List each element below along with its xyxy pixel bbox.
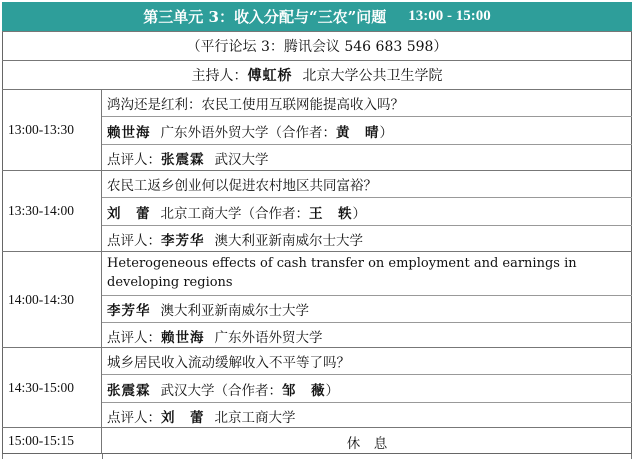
presenter-name: 刘 蕾: [107, 205, 151, 222]
host-name: 傅虹桥: [247, 68, 293, 84]
discussant-affiliation: 北京工商大学: [214, 409, 296, 426]
paper-title: [102, 171, 632, 197]
discussant-label: 点评人：: [107, 329, 161, 346]
continuation-rule: [2, 454, 3, 459]
discussant-affiliation: 澳大利亚新南威尔士大学: [214, 233, 363, 249]
paper-title-text: 农民工返乡创业何以促进农村地区共同富裕？: [107, 178, 377, 194]
paper-title: [102, 252, 632, 295]
presenter-affiliation: 广东外语外贸大学（合作者：: [160, 124, 336, 141]
discussant-line: [102, 144, 632, 171]
presenter-affiliation: 北京工商大学（合作者：: [160, 205, 309, 222]
discussant-line: [102, 402, 632, 428]
session-3: [2, 251, 632, 347]
session-4: [2, 347, 632, 427]
continuation-rule: [102, 454, 103, 459]
discussant-label: 点评人：: [107, 409, 161, 426]
discussant-affiliation: 广东外语外贸大学: [214, 329, 323, 346]
discussant-name: 刘 蕾: [161, 409, 205, 426]
coauthor-name: 黄 晴: [336, 124, 380, 141]
host-affiliation: 北京大学公共卫生学院: [302, 68, 443, 84]
break-time: 15:00-15:15: [2, 428, 102, 454]
presenter-affiliation: 澳大利亚新南威尔士大学: [160, 303, 309, 319]
session-1: [2, 89, 632, 170]
discussant-line: [102, 225, 632, 252]
presenter-line: [102, 295, 632, 322]
session-2: [2, 170, 632, 251]
paper-title-text: 鸿沟还是红利：农民工使用互联网能提高收入吗？: [107, 97, 404, 113]
presenter-name: 李芳华: [107, 303, 151, 319]
coauthor-close: ）: [352, 205, 366, 222]
paper-title: [102, 348, 632, 374]
presenter-line: [102, 116, 632, 144]
discussant-affiliation: 武汉大学: [214, 152, 269, 168]
forum-row: [2, 31, 632, 60]
break-label-cell: [102, 428, 632, 455]
unit-time: 13:00 - 15:00: [408, 8, 491, 24]
session-time: 13:30-14:00: [2, 171, 102, 251]
paper-title-text: 城乡居民收入流动缓解收入不平等了吗？: [107, 355, 350, 371]
session-time: 14:00-14:30: [2, 252, 102, 347]
coauthor-close: ）: [379, 124, 393, 141]
break-label: 休 息: [346, 435, 388, 452]
paper-title: [102, 90, 632, 116]
discussant-name: 李芳华: [161, 233, 205, 249]
coauthor-close: ）: [325, 382, 339, 399]
session-time: 13:00-13:30: [2, 90, 102, 170]
coauthor-name: 王 轶: [309, 205, 353, 222]
break-row: [2, 427, 632, 454]
host-label: 主持人：: [191, 68, 248, 84]
forum-info: （平行论坛 3：腾讯会议 546 683 598）: [186, 39, 448, 55]
discussant-line: [102, 322, 632, 348]
session-time: 14:30-15:00: [2, 348, 102, 427]
discussant-name: 赖世海: [161, 329, 205, 346]
presenter-line: [102, 374, 632, 402]
unit-title: 第三单元 3：收入分配与“三农”问题: [143, 8, 387, 26]
continuation-rule: [631, 454, 632, 459]
discussant-name: 张震霖: [161, 152, 205, 168]
coauthor-name: 邹 薇: [282, 382, 326, 399]
presenter-line: [102, 197, 632, 225]
presenter-name: 张震霖: [107, 382, 151, 399]
discussant-label: 点评人：: [107, 152, 161, 168]
table-continuation: [2, 454, 632, 459]
paper-title-text: Heterogeneous effects of cash transfer on employment and earnings in developing regions: [107, 256, 577, 290]
presenter-name: 赖世海: [107, 124, 151, 141]
unit-banner: [2, 2, 632, 31]
presenter-affiliation: 武汉大学（合作者：: [160, 382, 282, 399]
discussant-label: 点评人：: [107, 233, 161, 249]
host-row: [2, 60, 632, 89]
